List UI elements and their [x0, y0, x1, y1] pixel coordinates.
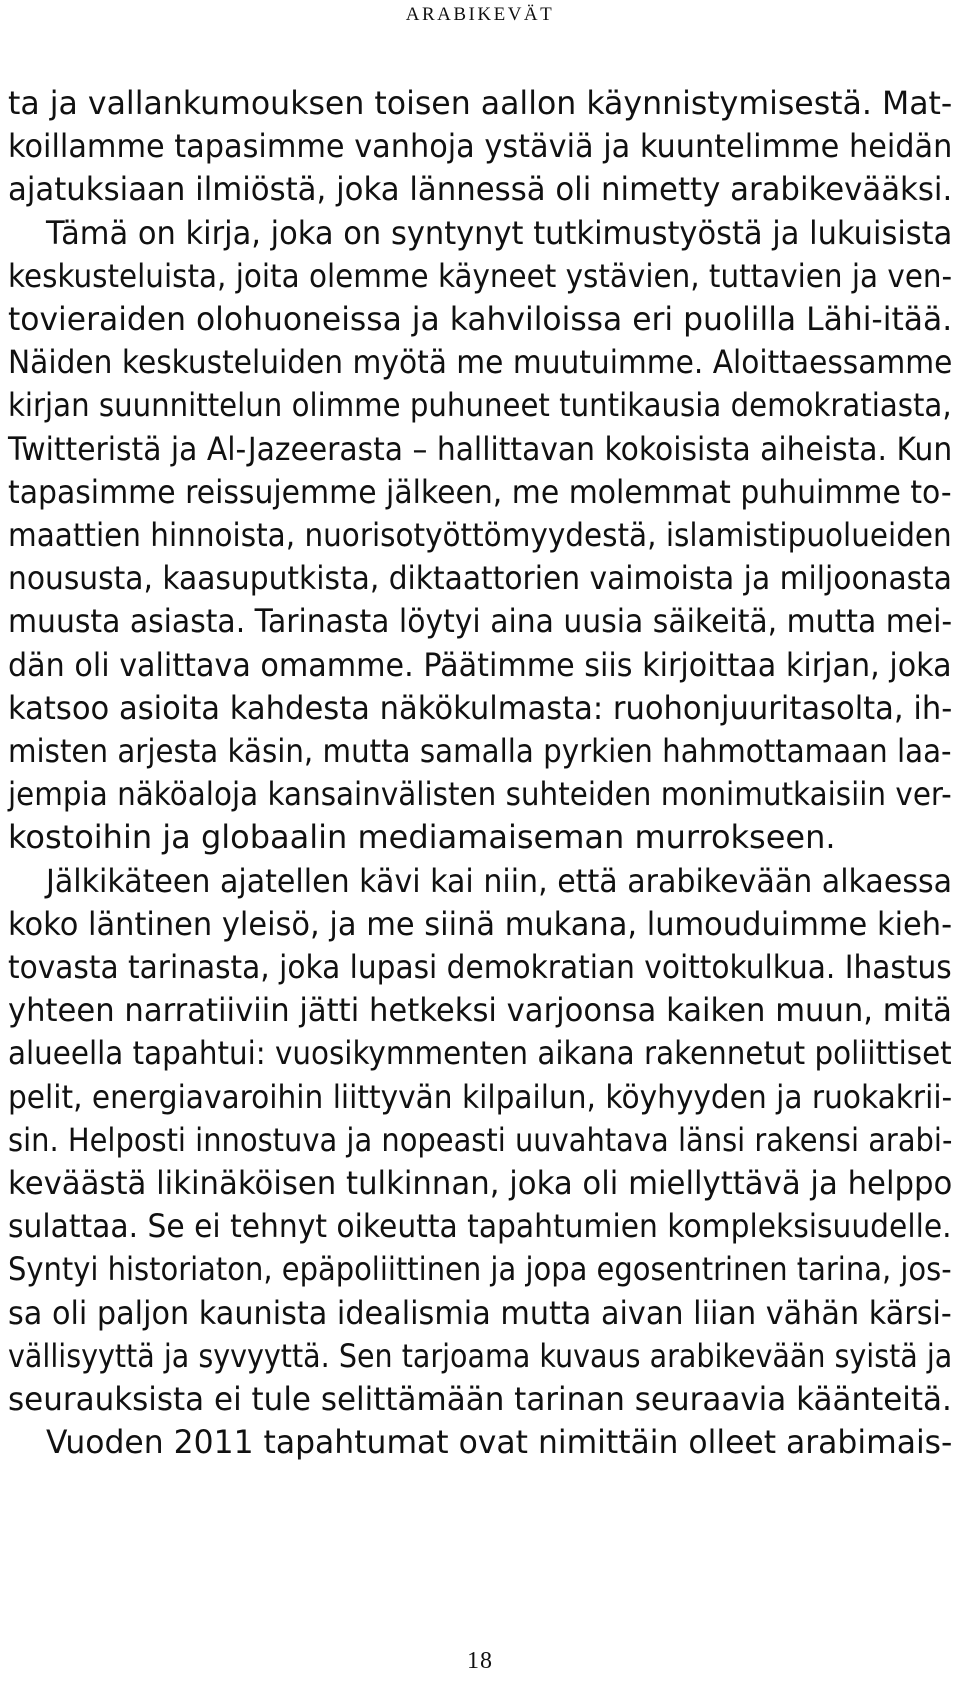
- text-line: katsoo asioita kahdesta näkökulmasta: ruohonjuuritasolta, ih-: [8, 688, 953, 727]
- text-line: ajatuksiaan ilmiöstä, joka lännessä oli nimetty arabikevääksi.: [8, 170, 953, 209]
- text-line: Näiden keskusteluiden myötä me muutuimme. Aloittaessamme: [8, 343, 953, 382]
- text-line: kirjan suunnittelun olimme puhuneet tuntikausia demokratiasta,: [8, 386, 952, 425]
- text-line: kostoihin ja globaalin mediamaiseman murrokseen.: [8, 818, 836, 857]
- text-line: sa oli paljon kaunista idealismia mutta aivan liian vähän kärsi-: [8, 1293, 952, 1332]
- text-line: tapasimme reissujemme jälkeen, me molemmat puhuimme to-: [8, 472, 952, 511]
- text-line: pelit, energiavaroihin liittyvän kilpailun, köyhyyden ja ruokakrii-: [8, 1077, 953, 1116]
- text-line: seurauksista ei tule selittämään tarinan seuraavia käänteitä.: [8, 1380, 952, 1418]
- text-line: sin. Helposti innostuva ja nopeasti uuvahtava länsi rakensi arabi-: [8, 1120, 953, 1159]
- text-line: noususta, kaasuputkista, diktaattorien vaimoista ja miljoonasta: [8, 559, 952, 598]
- text-line: misten arjesta käsin, mutta samalla pyrkien hahmottamaan laa-: [8, 732, 952, 770]
- text-line: Syntyi historiaton, epäpoliittinen ja jopa egosentrinen tarina, jos-: [8, 1250, 952, 1289]
- text-line: koillamme tapasimme vanhoja ystäviä ja kuuntelimme heidän: [8, 127, 953, 166]
- text-line: Twitteristä ja Al-Jazeerasta – hallittavan kokoisista aiheista. Kun: [8, 429, 953, 468]
- text-line: Tämä on kirja, joka on syntynyt tutkimustyöstä ja lukuisista: [46, 213, 953, 252]
- page-number: 18: [467, 1648, 493, 1674]
- text-line: jempia näköaloja kansainvälisten suhteiden monimutkaisiin ver-: [8, 775, 952, 814]
- text-line: ta ja vallankumouksen toisen aallon käynnistymisestä. Mat-: [8, 84, 953, 122]
- text-line: yhteen narratiiviin jätti hetkeksi varjoonsa kaiken muun, mitä: [8, 991, 952, 1030]
- text-line: keväästä likinäköisen tulkinnan, joka oli miellyttävä ja helppo: [8, 1164, 953, 1202]
- text-line: koko läntinen yleisö, ja me siinä mukana, lumouduimme kieh-: [8, 904, 953, 943]
- text-line: dän oli valittava omamme. Päätimme siis kirjoittaa kirjan, joka: [8, 645, 952, 684]
- running-head: ARABIKEVÄT: [405, 4, 555, 25]
- text-line: tovieraiden olohuoneissa ja kahviloissa eri puolilla Lähi-itää.: [8, 300, 953, 338]
- text-line: Vuoden 2011 tapahtumat ovat nimittäin olleet arabimais-: [46, 1423, 953, 1462]
- text-line: alueella tapahtui: vuosikymmenten aikana rakennetut poliittiset: [8, 1034, 952, 1073]
- text-line: tovasta tarinasta, joka lupasi demokratian voittokulkua. Ihastus: [8, 948, 952, 986]
- text-line: keskusteluista, joita olemme käyneet ystävien, tuttavien ja ven-: [8, 256, 953, 295]
- text-line: muusta asiasta. Tarinasta löytyi aina uusia säikeitä, mutta mei-: [8, 602, 953, 641]
- text-line: sulattaa. Se ei tehnyt oikeutta tapahtumien kompleksisuudelle.: [8, 1207, 952, 1246]
- text-line: maattien hinnoista, nuorisotyöttömyydestä, islamistipuolueiden: [8, 516, 952, 554]
- text-line: Jälkikäteen ajatellen kävi kai niin, että arabikevään alkaessa: [46, 861, 953, 900]
- text-line: vällisyyttä ja syvyyttä. Sen tarjoama kuvaus arabikevään syistä ja: [8, 1336, 953, 1375]
